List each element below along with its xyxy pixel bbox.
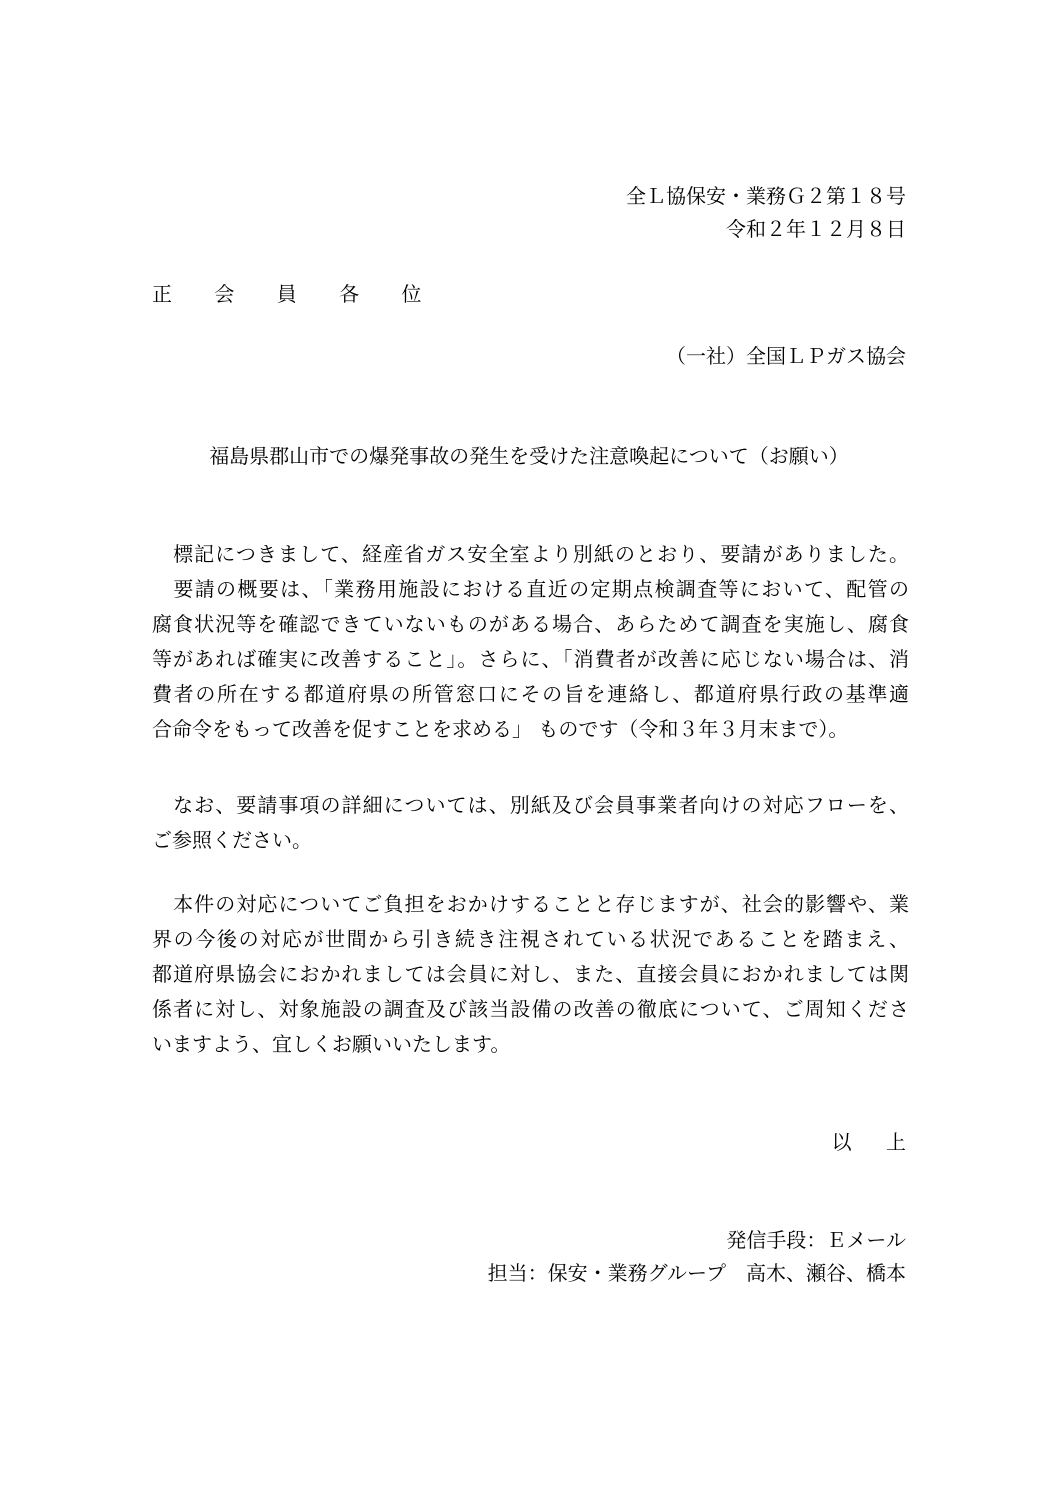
paragraph-line: 標記につきまして、経産省ガス安全室より別紙のとおり、要請がありました。 — [152, 542, 909, 566]
addressee: 正 会 員 各 位 — [152, 282, 440, 306]
reference-number: 全Ｌ協保安・業務Ｇ２第１８号 — [626, 184, 906, 208]
paragraph-line: いますよう、宜しくお願いいたします。 — [152, 1032, 511, 1056]
paragraph-line: 係者に対し、対象施設の調査及び該当設備の改善の徹底について、ご周知くださ — [152, 997, 909, 1021]
body-paragraph-3 — [152, 887, 909, 1062]
paragraph-line: 都道府県協会におかれましては会員に対し、また、直接会員におかれましては関 — [152, 962, 909, 986]
paragraph-line: 界の今後の対応が世間から引き続き注視されている状況であることを踏まえ、 — [152, 927, 909, 951]
paragraph-line: 合命令をもって改善を促すことを求める」 ものです（令和３年３月末まで）。 — [152, 717, 849, 741]
paragraph-line: 費者の所在する都道府県の所管窓口にその旨を連絡し、都道府県行政の基準適 — [152, 682, 909, 706]
document-date: 令和２年１２月８日 — [726, 217, 906, 241]
sender-organization: （一社）全国ＬＰガス協会 — [666, 344, 906, 368]
send-method: 発信手段：Ｅメール — [726, 1228, 906, 1252]
paragraph-line: 要請の概要は、「業務用施設における直近の定期点検調査等において、配管の — [152, 577, 909, 601]
body-paragraph-2 — [152, 788, 909, 858]
paragraph-line: 等があれば確実に改善すること」。さらに、「消費者が改善に応じない場合は、消 — [152, 647, 909, 671]
paragraph-line: ご参照ください。 — [152, 828, 312, 852]
paragraph-line: 腐食状況等を確認できていないものがある場合、あらためて調査を実施し、腐食 — [152, 612, 909, 636]
document-subject: 福島県郡山市での爆発事故の発生を受けた注意喚起について（お願い） — [209, 444, 849, 468]
paragraph-line: なお、要請事項の詳細については、別紙及び会員事業者向けの対応フローを、 — [152, 793, 909, 817]
closing-mark: 以 上 — [831, 1130, 920, 1154]
paragraph-line: 本件の対応についてご負担をおかけすることと存じますが、社会的影響や、業 — [152, 892, 909, 916]
contact-persons: 担当：保安・業務グループ 高木、瀬谷、橋本 — [487, 1261, 906, 1285]
body-paragraph-1 — [152, 537, 909, 747]
